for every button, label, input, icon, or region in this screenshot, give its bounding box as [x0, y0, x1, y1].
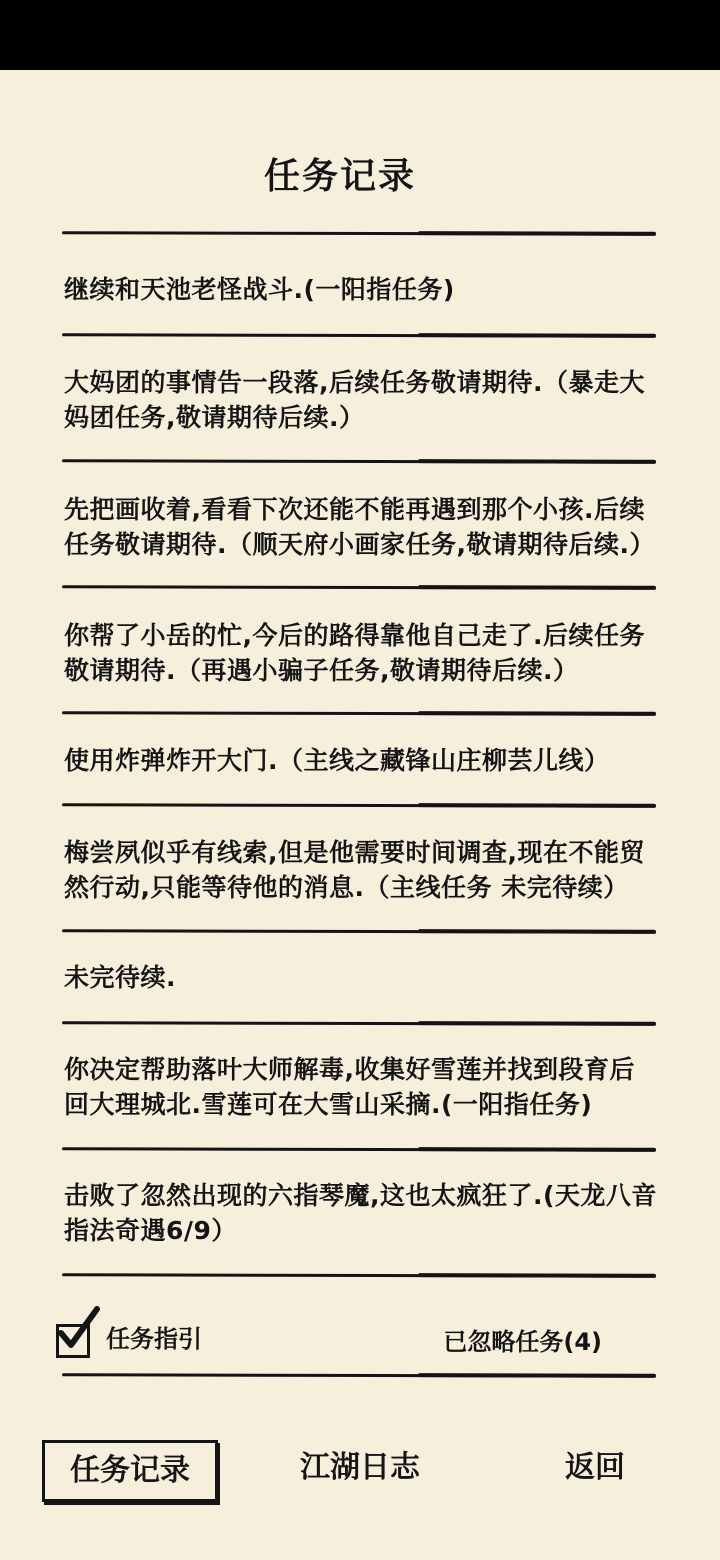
checkmark-icon: [57, 1305, 101, 1353]
quest-guide-checkbox[interactable]: [56, 1324, 90, 1358]
divider: [62, 1147, 656, 1152]
quest-guide-toggle[interactable]: [56, 1310, 202, 1362]
divider: [62, 459, 656, 464]
divider: [62, 803, 656, 808]
divider: [62, 585, 656, 590]
quest-entry-1[interactable]: 继续和天池老怪战斗.(一阳指任务): [64, 275, 455, 304]
divider: [62, 1273, 656, 1278]
divider: [62, 1373, 656, 1378]
quest-entry-5[interactable]: 使用炸弹炸开大门.（主线之藏锋山庄柳芸儿线）: [64, 746, 610, 775]
page-title: 任务记录: [263, 156, 416, 197]
divider: [62, 231, 656, 236]
quest-entry-7[interactable]: 未完待续.: [64, 963, 176, 992]
status-bar: [0, 0, 720, 70]
quest-entry-3[interactable]: 先把画收着,看看下次还能不能再遇到那个小孩.后续任务敬请期待.（顺天府小画家任务,敬请期待后续.）: [64, 495, 655, 559]
tab-jianghu-journal[interactable]: 江湖日志: [300, 1450, 420, 1485]
divider: [62, 929, 656, 934]
back-button[interactable]: 返回: [565, 1450, 625, 1485]
quest-entry-6[interactable]: 梅尝夙似乎有线索,但是他需要时间调查,现在不能贸然行动,只能等待他的消息.（主线任务 未完待续）: [64, 838, 645, 902]
divider: [62, 1021, 656, 1026]
quest-entry-9[interactable]: 击败了忽然出现的六指琴魔,这也太疯狂了.(天龙八音指法奇遇6/9）: [64, 1181, 657, 1245]
divider: [62, 333, 656, 338]
divider: [62, 711, 656, 716]
quest-entry-4[interactable]: 你帮了小岳的忙,今后的路得靠他自己走了.后续任务敬请期待.（再遇小骗子任务,敬请期待后续.）: [64, 621, 645, 685]
tab-quest-records[interactable]: 任务记录: [42, 1440, 218, 1502]
ignored-quests-button[interactable]: 已忽略任务(4): [443, 1328, 602, 1356]
quest-entry-8[interactable]: 你决定帮助落叶大师解毒,收集好雪莲并找到段育后回大理城北.雪莲可在大雪山采摘.(一阳指任务): [64, 1055, 635, 1119]
quest-entry-2[interactable]: 大妈团的事情告一段落,后续任务敬请期待.（暴走大妈团任务,敬请期待后续.）: [64, 368, 645, 432]
quest-guide-label: 任务指引: [106, 1324, 202, 1353]
